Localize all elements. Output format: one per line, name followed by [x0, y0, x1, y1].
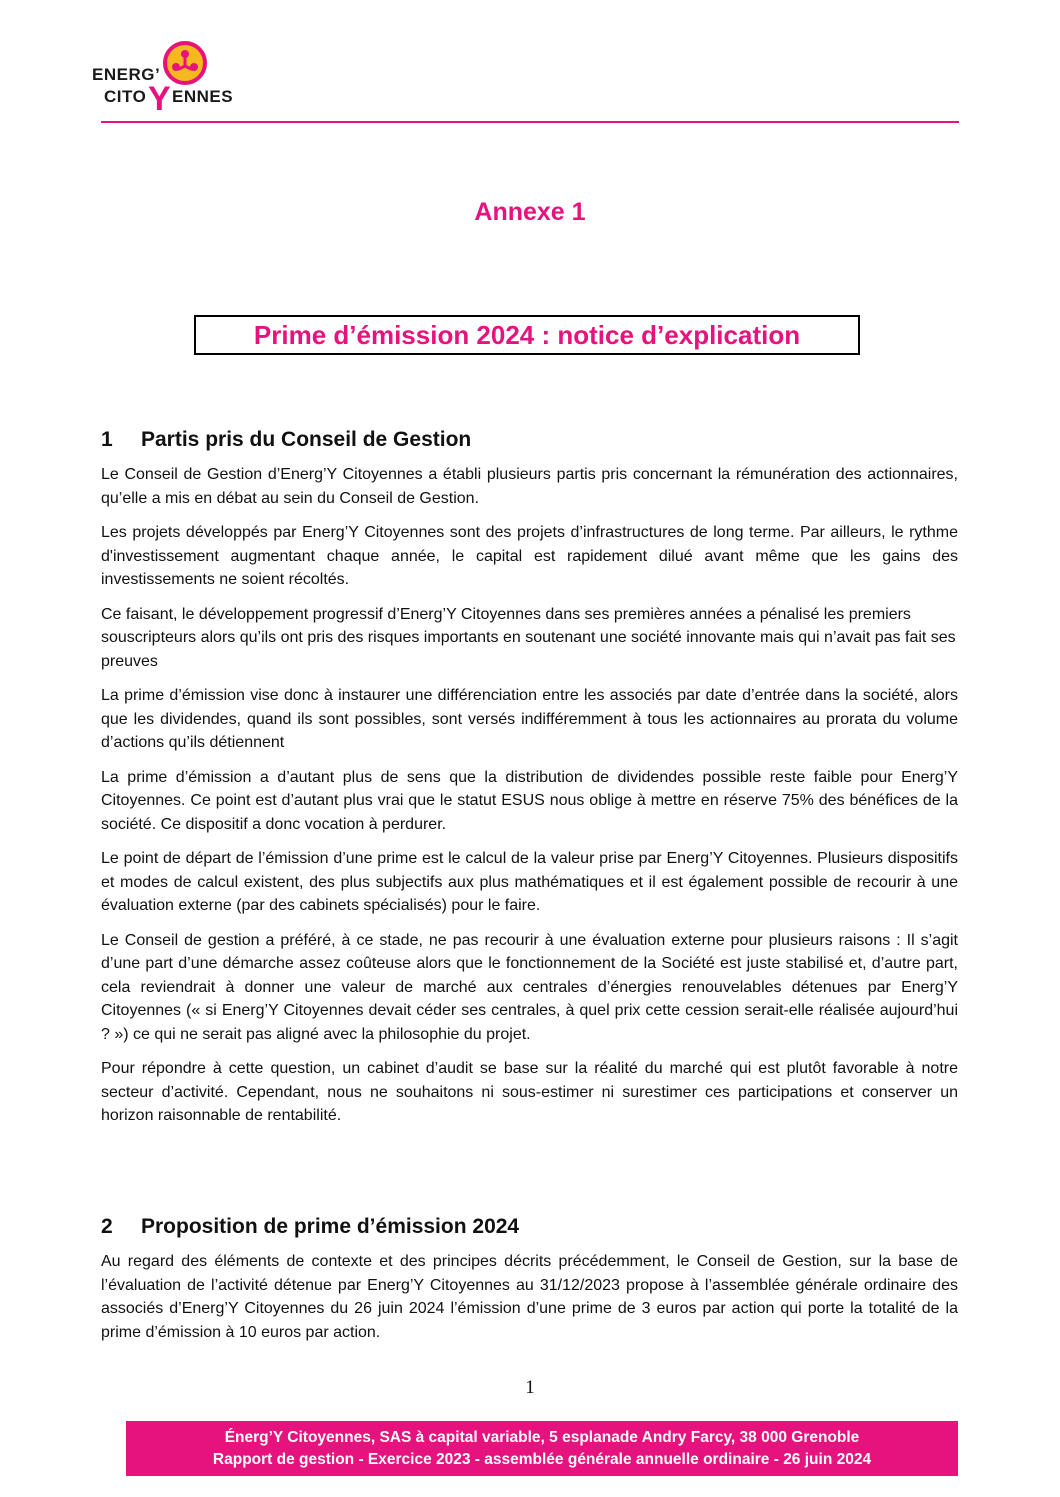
logo-text-line2a: CITO [104, 87, 147, 106]
section-heading-1 [101, 428, 471, 452]
logo-letter-y: Y [148, 80, 171, 118]
paragraph: Les projets développés par Energ’Y Citoyennes sont des projets d’infrastructures de long terme. Par ailleurs, le rythme d'investissement augmentant chaque année, le capital est rapidement dilué avant même que les gains des investissements ne soient récoltés. [101, 524, 958, 588]
footer-line-1: Énerg’Y Citoyennes, SAS à capital variable, 5 esplanade Andry Farcy, 38 000 Grenoble [224, 1428, 860, 1446]
paragraph: Au regard des éléments de contexte et des principes décrits précédemment, le Conseil de Gestion, sur la base de l’évaluation de l’activité détenue par Energ’Y Citoyennes au 31/12/2023 propose à l’assemblée générale ordinaire des associés d’Energ’Y Citoyennes du 26 juin 2024 l’émission d’une prime de 3 euros par action qui porte la totalité de la prime d’émission à 10 euros par action. [101, 1253, 958, 1341]
annex-title: Annexe 1 [474, 198, 586, 226]
section-number: 1 [101, 428, 113, 451]
section-body-2 [101, 1250, 958, 1355]
paragraph: La prime d’émission a d’autant plus de sens que la distribution de dividendes possible reste faible pour Energ’Y Citoyennes. Ce point est d’autant plus vrai que le statut ESUS nous oblige à mettre en réserve 75% des bénéfices de la société. Ce dispositif a donc vocation à perdurer. [101, 768, 958, 833]
paragraph: Pour répondre à cette question, un cabinet d’audit se base sur la réalité du marché qui est plutôt favorable à notre secteur d’activité. Cependant, nous ne souhaitons ni sous-estimer ni surestimer ces participations et conserver un horizon raisonnable de rentabilité. [101, 1060, 958, 1124]
section-title: Partis pris du Conseil de Gestion [141, 428, 472, 451]
document-title [194, 315, 860, 355]
section-heading-2 [101, 1215, 519, 1239]
paragraph: Le Conseil de Gestion d’Energ’Y Citoyennes a établi plusieurs partis pris concernant la rémunération des actionnaires, qu’elle a mis en débat au sein du Conseil de Gestion. [101, 466, 958, 507]
paragraph: Ce faisant, le développement progressif d’Energ’Y Citoyennes dans ses premières années a pénalisé les premiers souscripteurs alors qu’ils ont pris des risques importants en soutenant une société innovante mais qui n’avait pas fait ses preuves [101, 605, 956, 670]
logo-text-line1: ENERG’ [92, 65, 161, 84]
section-title: Proposition de prime d’émission 2024 [141, 1215, 520, 1238]
company-logo [86, 38, 234, 118]
page-footer [126, 1421, 958, 1476]
document-title-text: Prime d’émission 2024 : notice d’explication [253, 319, 801, 350]
paragraph: Le point de départ de l’émission d’une prime est le calcul de la valeur prise par Energ’Y Citoyennes. Plusieurs dispositifs et modes de calcul existent, des plus subjectifs aux plus mathématiques et il est également possible de recourir à une évaluation externe (par des cabinets spécialisés) pour le faire. [101, 850, 958, 914]
paragraph: La prime d’émission vise donc à instaurer une différenciation entre les associés par date d’entrée dans la société, alors que les dividendes, quand ils sont possibles, sont versés indifféremment à tous les actionnaires au prorata du volume d’actions qu’ils détiennent [101, 687, 958, 751]
paragraph: Le Conseil de gestion a préféré, à ce stade, ne pas recourir à une évaluation externe pour plusieurs raisons : Il s’agit d’une part d’une démarche assez coûteuse alors que le fonctionnement de la Société est juste stabilisé et, d’autre part, cela reviendrait à donner une valeur de marché aux centrales d’énergies renouvelables détenues par Energ’Y Citoyennes (« si Energ’Y Citoyennes devait céder ses centrales, à quel prix cette cession serait-elle réalisée aujourd’hui ? ») ce qui ne serait pas aligné avec la philosophie du projet. [101, 931, 958, 1043]
footer-line-2: Rapport de gestion - Exercice 2023 - assemblée générale annuelle ordinaire - 26 juin 2024 [212, 1450, 872, 1468]
section-body-1 [101, 463, 958, 1139]
logo-text-line2b: ENNES [172, 87, 234, 106]
section-number: 2 [101, 1215, 113, 1238]
page-number: 1 [525, 1377, 535, 1398]
header-divider [101, 121, 959, 123]
